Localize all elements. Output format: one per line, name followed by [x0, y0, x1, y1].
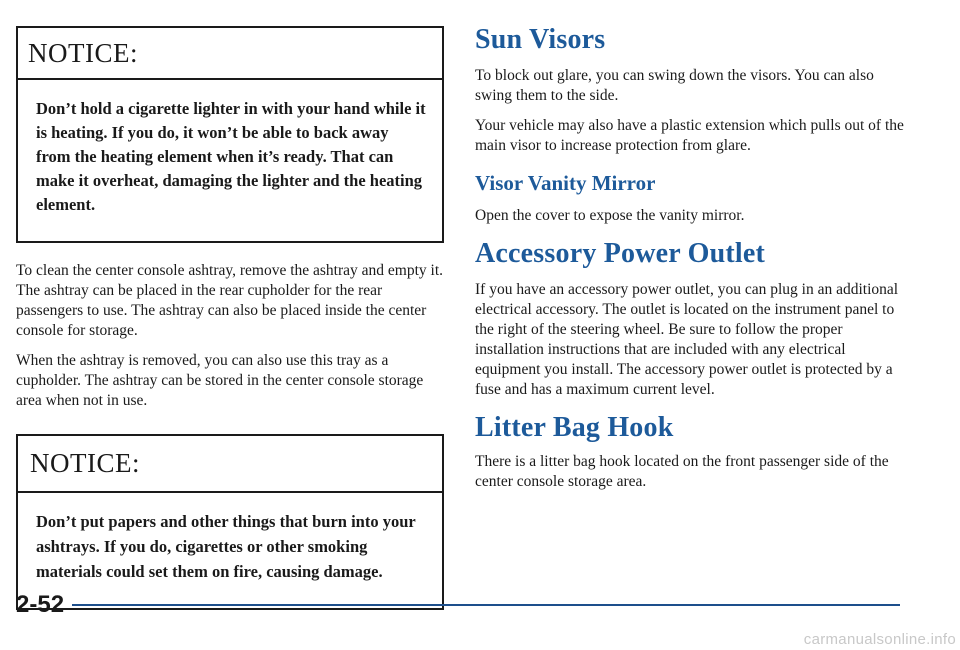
notice-body: Don’t hold a cigarette lighter in with your hand while it is heating. If you do, it won’t be able to back away from the heating element when it’s ready. That can make it overheat, damaging the lighter and the heating element.: [36, 99, 426, 214]
accessory-power-outlet-paragraph: If you have an accessory power outlet, you can plug in an additional electrical accessory. The outlet is located on the instrument panel to the right of the steering wheel. Be sure to follow the proper installation instructions that are included with any electrical equipment you install. The accessory power outlet is protected by a fuse and has a maximum current level.: [475, 281, 899, 398]
ashtray-cupholder-paragraph: When the ashtray is removed, you can also use this tray as a cupholder. The ashtray can be stored in the center console storage area when not in use.: [16, 352, 424, 409]
page-number: 2-52: [16, 591, 65, 618]
left-column: [16, 26, 444, 610]
notice-body: Don’t put papers and other things that burn into your ashtrays. If you do, cigarettes or other smoking materials could set them on fire, causing damage.: [36, 512, 416, 581]
notice-box-ashtray: [16, 434, 444, 610]
litter-bag-hook-heading: Litter Bag Hook: [475, 412, 674, 443]
footer-rule: [72, 604, 900, 606]
accessory-power-outlet-heading: Accessory Power Outlet: [475, 238, 766, 269]
litter-bag-hook-paragraph: There is a litter bag hook located on the front passenger side of the center console storage area.: [475, 453, 889, 490]
watermark: carmanualsonline.info: [803, 631, 956, 648]
notice-heading: NOTICE:: [18, 28, 442, 80]
visor-vanity-mirror-heading: Visor Vanity Mirror: [475, 171, 656, 195]
ashtray-cleaning-paragraph: To clean the center console ashtray, remove the ashtray and empty it. The ashtray can be placed in the rear cupholder for the rear passengers to use. The ashtray can also be placed inside the center console for storage.: [16, 262, 444, 339]
right-column: [475, 24, 905, 492]
visor-vanity-mirror-paragraph: Open the cover to expose the vanity mirror.: [475, 207, 745, 224]
page-footer: [16, 591, 900, 619]
sun-visors-paragraph-2: Your vehicle may also have a plastic extension which pulls out of the main visor to increase protection from glare.: [475, 117, 904, 154]
sun-visors-heading: Sun Visors: [475, 24, 606, 55]
sun-visors-paragraph-1: To block out glare, you can swing down the visors. You can also swing them to the side.: [475, 67, 874, 104]
notice-box-lighter: [16, 26, 444, 243]
notice-heading: NOTICE:: [18, 436, 442, 493]
